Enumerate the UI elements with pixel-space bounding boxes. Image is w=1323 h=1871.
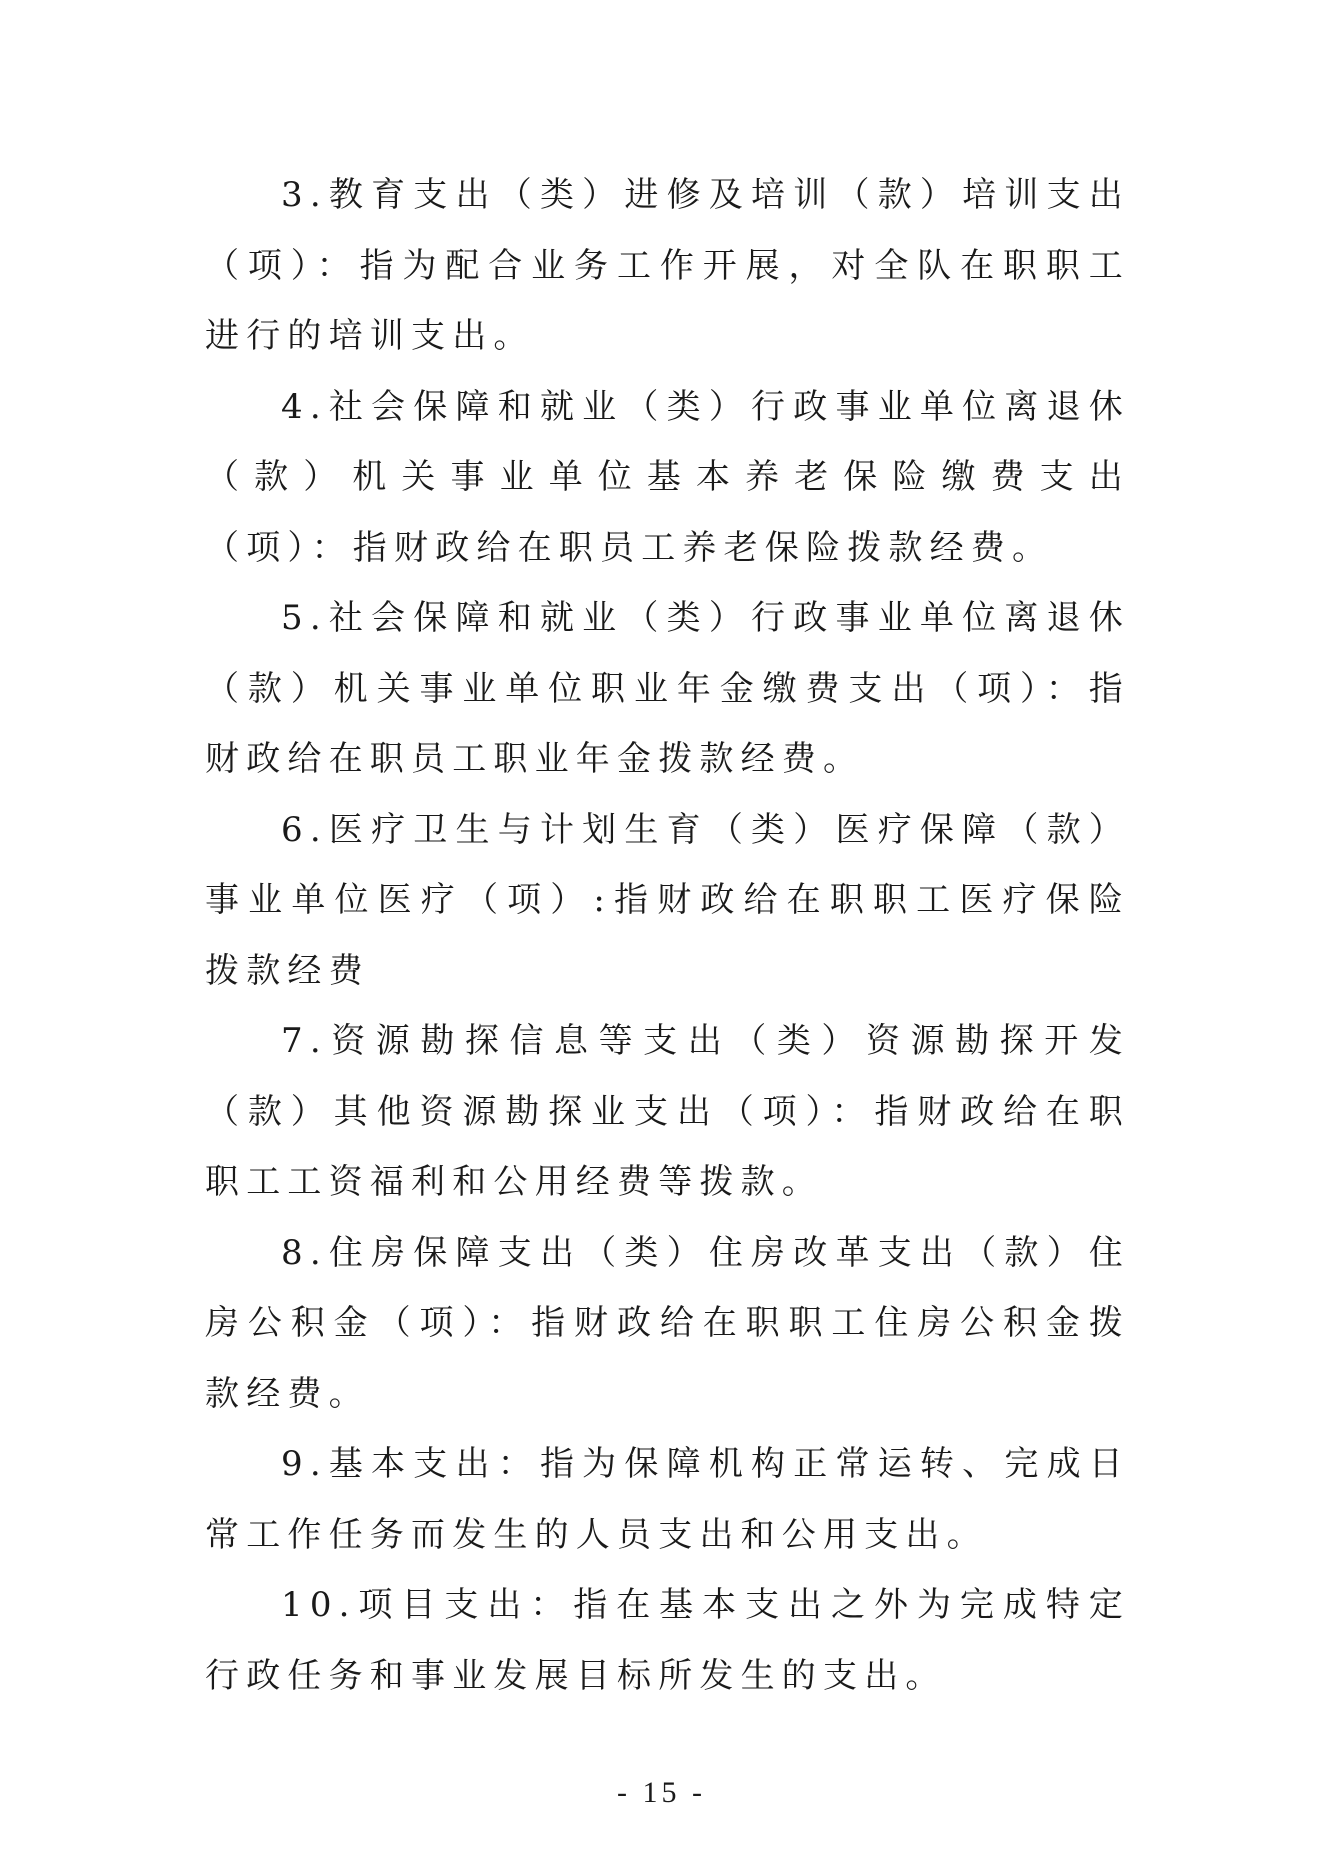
paragraph-item-7: 7.资源勘探信息等支出（类）资源勘探开发（款）其他资源勘探业支出（项）：指财政给在职职工工资福利和公用经费等拨款。 <box>205 1021 1130 1202</box>
paragraph-item-9: 9.基本支出：指为保障机构正常运转、完成日常工作任务而发生的人员支出和公用支出。 <box>205 1444 1130 1555</box>
paragraph-item-5: 5.社会保障和就业（类）行政事业单位离退休（款）机关事业单位职业年金缴费支出（项）：指财政给在职员工职业年金拨款经费。 <box>205 598 1130 779</box>
paragraph-item-8: 8.住房保障支出（类）住房改革支出（款）住房公积金（项）：指财政给在职职工住房公积金拨款经费。 <box>205 1232 1130 1414</box>
paragraph-item-10: 10.项目支出：指在基本支出之外为完成特定行政任务和事业发展目标所发生的支出。 <box>205 1585 1130 1696</box>
page-number: - 15 - <box>617 1776 706 1809</box>
document-body <box>205 160 1130 1711</box>
paragraph-item-3: 3.教育支出（类）进修及培训（款）培训支出（项）：指为配合业务工作开展，对全队在职职工进行的培训支出。 <box>205 175 1130 356</box>
paragraph-item-4: 4.社会保障和就业（类）行政事业单位离退休（款）机关事业单位基本养老保险缴费支出（项）：指财政给在职员工养老保险拨款经费。 <box>205 386 1130 568</box>
paragraph-item-6: 6.医疗卫生与计划生育（类）医疗保障（款）事业单位医疗（项）:指财政给在职职工医疗保险拨款经费 <box>205 809 1130 991</box>
